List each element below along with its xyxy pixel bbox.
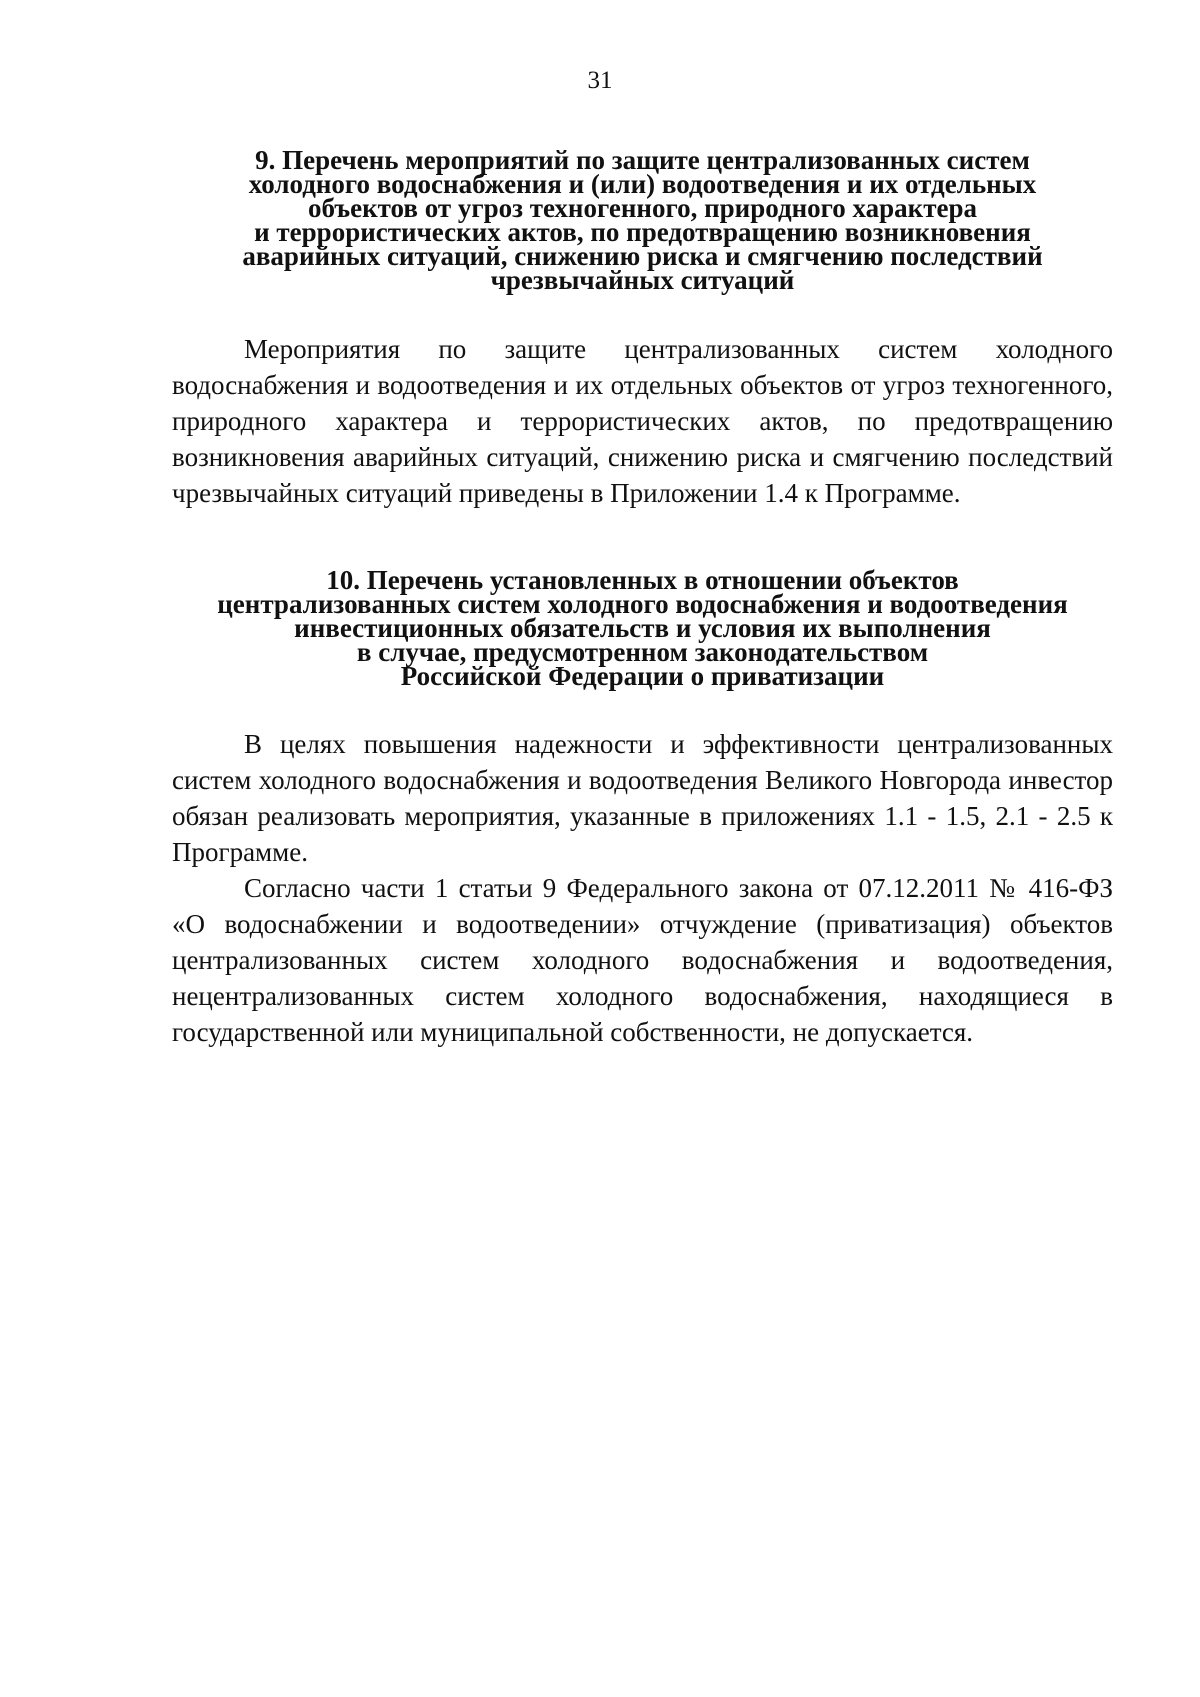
heading-line: централизованных систем холодного водоснабжения и водоотведения <box>217 589 1068 619</box>
page-number: 31 <box>587 67 613 94</box>
section-9-body <box>172 331 1113 511</box>
heading-line: объектов от угроз техногенного, природного характера <box>308 193 977 223</box>
body-paragraph: Мероприятия по защите централизованных систем холодного водоснабжения и водоотведения и их отдельных объектов от угроз техногенного, природного характера и террористических актов, по предотвращению возникновения аварийных ситуаций, снижению риска и смягчению последствий чрезвычайных ситуаций приведены в Приложении 1.4 к Программе. <box>172 334 1113 508</box>
heading-line: в случае, предусмотренном законодательством <box>356 637 929 667</box>
heading-line: чрезвычайных ситуаций <box>490 265 795 295</box>
heading-line: 9. Перечень мероприятий по защите централизованных систем <box>255 145 1030 175</box>
section-9-heading <box>172 145 1113 295</box>
section-10-body <box>172 726 1113 1050</box>
body-paragraph: В целях повышения надежности и эффективности централизованных систем холодного водоснабжения и водоотведения Великого Новгорода инвестор обязан реализовать мероприятия, указанные в приложениях 1.1 - 1.5, 2.1 - 2.5 к Программе. <box>172 729 1113 867</box>
heading-line: аварийных ситуаций, снижению риска и смягчению последствий <box>242 241 1043 271</box>
body-paragraph: Согласно части 1 статьи 9 Федерального закона от 07.12.2011 № 416-ФЗ «О водоснабжении и водоотведении» отчуждение (приватизация) объектов централизованных систем холодного водоснабжения и водоотведения, нецентрализованных систем холодного водоснабжения, находящиеся в государственной или муниципальной собственности, не допускается. <box>172 873 1113 1047</box>
heading-line: Российской Федерации о приватизации <box>400 661 885 691</box>
heading-line: холодного водоснабжения и (или) водоотведения и их отдельных <box>248 169 1037 199</box>
section-10-heading <box>172 565 1113 691</box>
heading-line: 10. Перечень установленных в отношении объектов <box>326 565 959 595</box>
heading-line: инвестиционных обязательств и условия их выполнения <box>294 613 991 643</box>
heading-line: и террористических актов, по предотвращению возникновения <box>254 217 1031 247</box>
